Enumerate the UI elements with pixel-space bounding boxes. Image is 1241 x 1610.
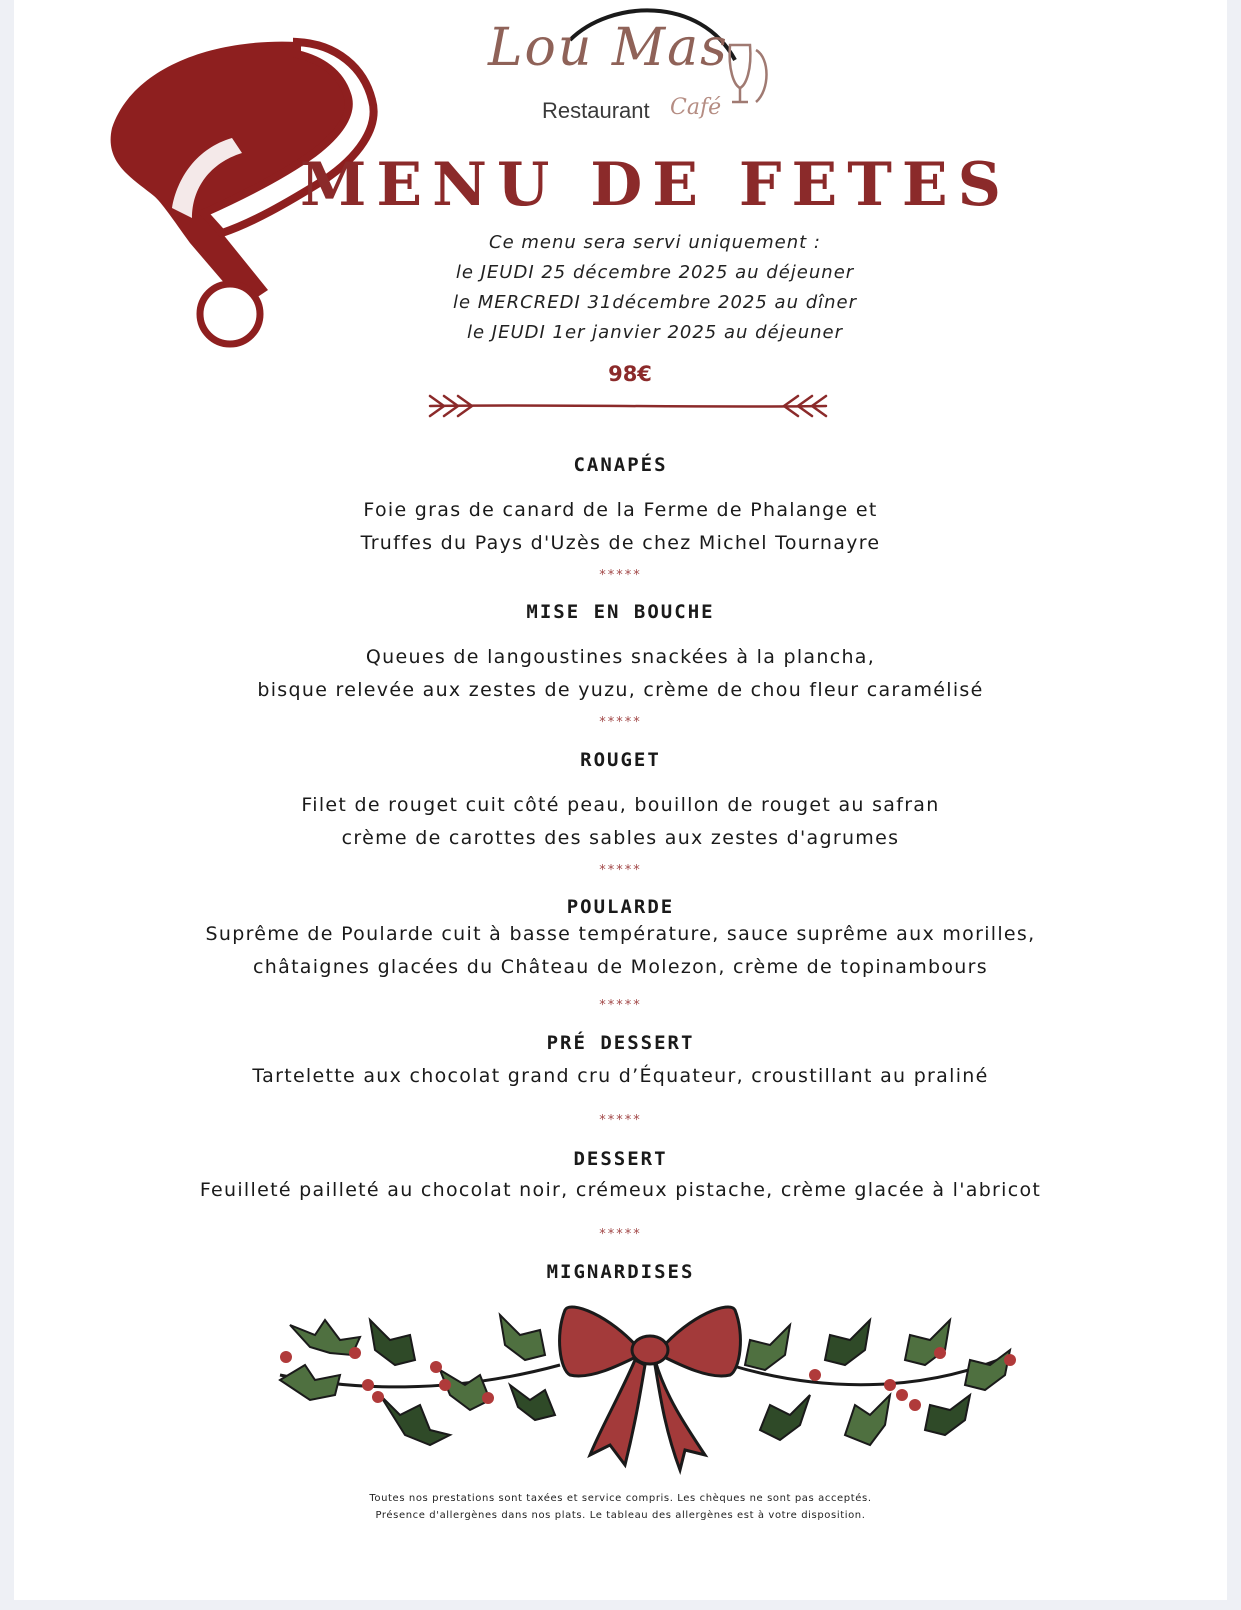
course-poularde <box>0 896 1241 984</box>
footer-line: Présence d'allergènes dans nos plats. Le tableau des allergènes est à votre disposition. <box>375 1510 866 1521</box>
service-intro: Ce menu sera servi uniquement : <box>489 232 821 253</box>
separator-stars: ***** <box>599 863 642 878</box>
course-desc: châtaignes glacées du Château de Molezon, crème de topinambours <box>253 956 988 978</box>
course-desc: crème de carottes des sables aux zestes d'agrumes <box>341 827 900 849</box>
course-mignardises <box>0 1261 1241 1283</box>
course-pre-dessert <box>0 1032 1241 1093</box>
wine-glass-icon <box>730 45 767 102</box>
course-canapes <box>0 454 1241 560</box>
course-desc: Truffes du Pays d'Uzès de chez Michel Tournayre <box>360 532 881 554</box>
separator-stars: ***** <box>599 715 642 730</box>
course-mise-en-bouche <box>0 601 1241 707</box>
separator-stars: ***** <box>599 568 642 583</box>
bow-icon <box>560 1307 741 1470</box>
holly-bow-garland-icon <box>270 1295 1030 1485</box>
course-title: ROUGET <box>580 749 661 771</box>
menu-price: 98€ <box>608 362 652 386</box>
course-title: DESSERT <box>573 1148 668 1170</box>
course-dessert <box>0 1148 1241 1207</box>
course-desc: Feuilleté pailleté au chocolat noir, crémeux pistache, crème glacée à l'abricot <box>199 1179 1042 1201</box>
course-title: PRÉ DESSERT <box>546 1032 695 1054</box>
logo-name: Lou Mas <box>488 18 729 78</box>
course-title: POULARDE <box>566 896 675 918</box>
course-title: CANAPÉS <box>573 454 668 476</box>
course-title: MIGNARDISES <box>546 1261 695 1283</box>
course-desc: Queues de langoustines snackées à la plancha, <box>365 646 876 668</box>
service-dates <box>330 228 980 348</box>
course-title: MISE EN BOUCHE <box>526 601 715 623</box>
service-date: le MERCREDI 31décembre 2025 au dîner <box>452 292 858 313</box>
course-desc: bisque relevée aux zestes de yuzu, crème de chou fleur caramélisé <box>257 679 984 701</box>
separator-stars: ***** <box>599 1227 642 1242</box>
course-desc: Suprême de Poularde cuit à basse température, sauce suprême aux morilles, <box>205 923 1036 945</box>
course-desc: Filet de rouget cuit côté peau, bouillon de rouget au safran <box>301 794 940 816</box>
page-title: MENU DE FETES <box>300 150 1011 220</box>
course-desc: Tartelette aux chocolat grand cru d’Équateur, croustillant au praliné <box>252 1065 989 1087</box>
footer-notes <box>0 1490 1241 1524</box>
course-rouget <box>0 749 1241 855</box>
arrow-divider-icon <box>426 388 830 424</box>
service-date: le JEUDI 1er janvier 2025 au déjeuner <box>466 322 844 343</box>
separator-stars: ***** <box>599 1113 642 1128</box>
service-date: le JEUDI 25 décembre 2025 au déjeuner <box>455 262 855 283</box>
restaurant-logo <box>470 0 790 140</box>
footer-line: Toutes nos prestations sont taxées et service compris. Les chèques ne sont pas acceptés. <box>369 1493 872 1504</box>
course-desc: Foie gras de canard de la Ferme de Phalange et <box>363 499 878 521</box>
separator-stars: ***** <box>599 998 642 1013</box>
logo-cafe: Café <box>670 95 722 120</box>
logo-subtitle: Restaurant <box>542 98 650 123</box>
